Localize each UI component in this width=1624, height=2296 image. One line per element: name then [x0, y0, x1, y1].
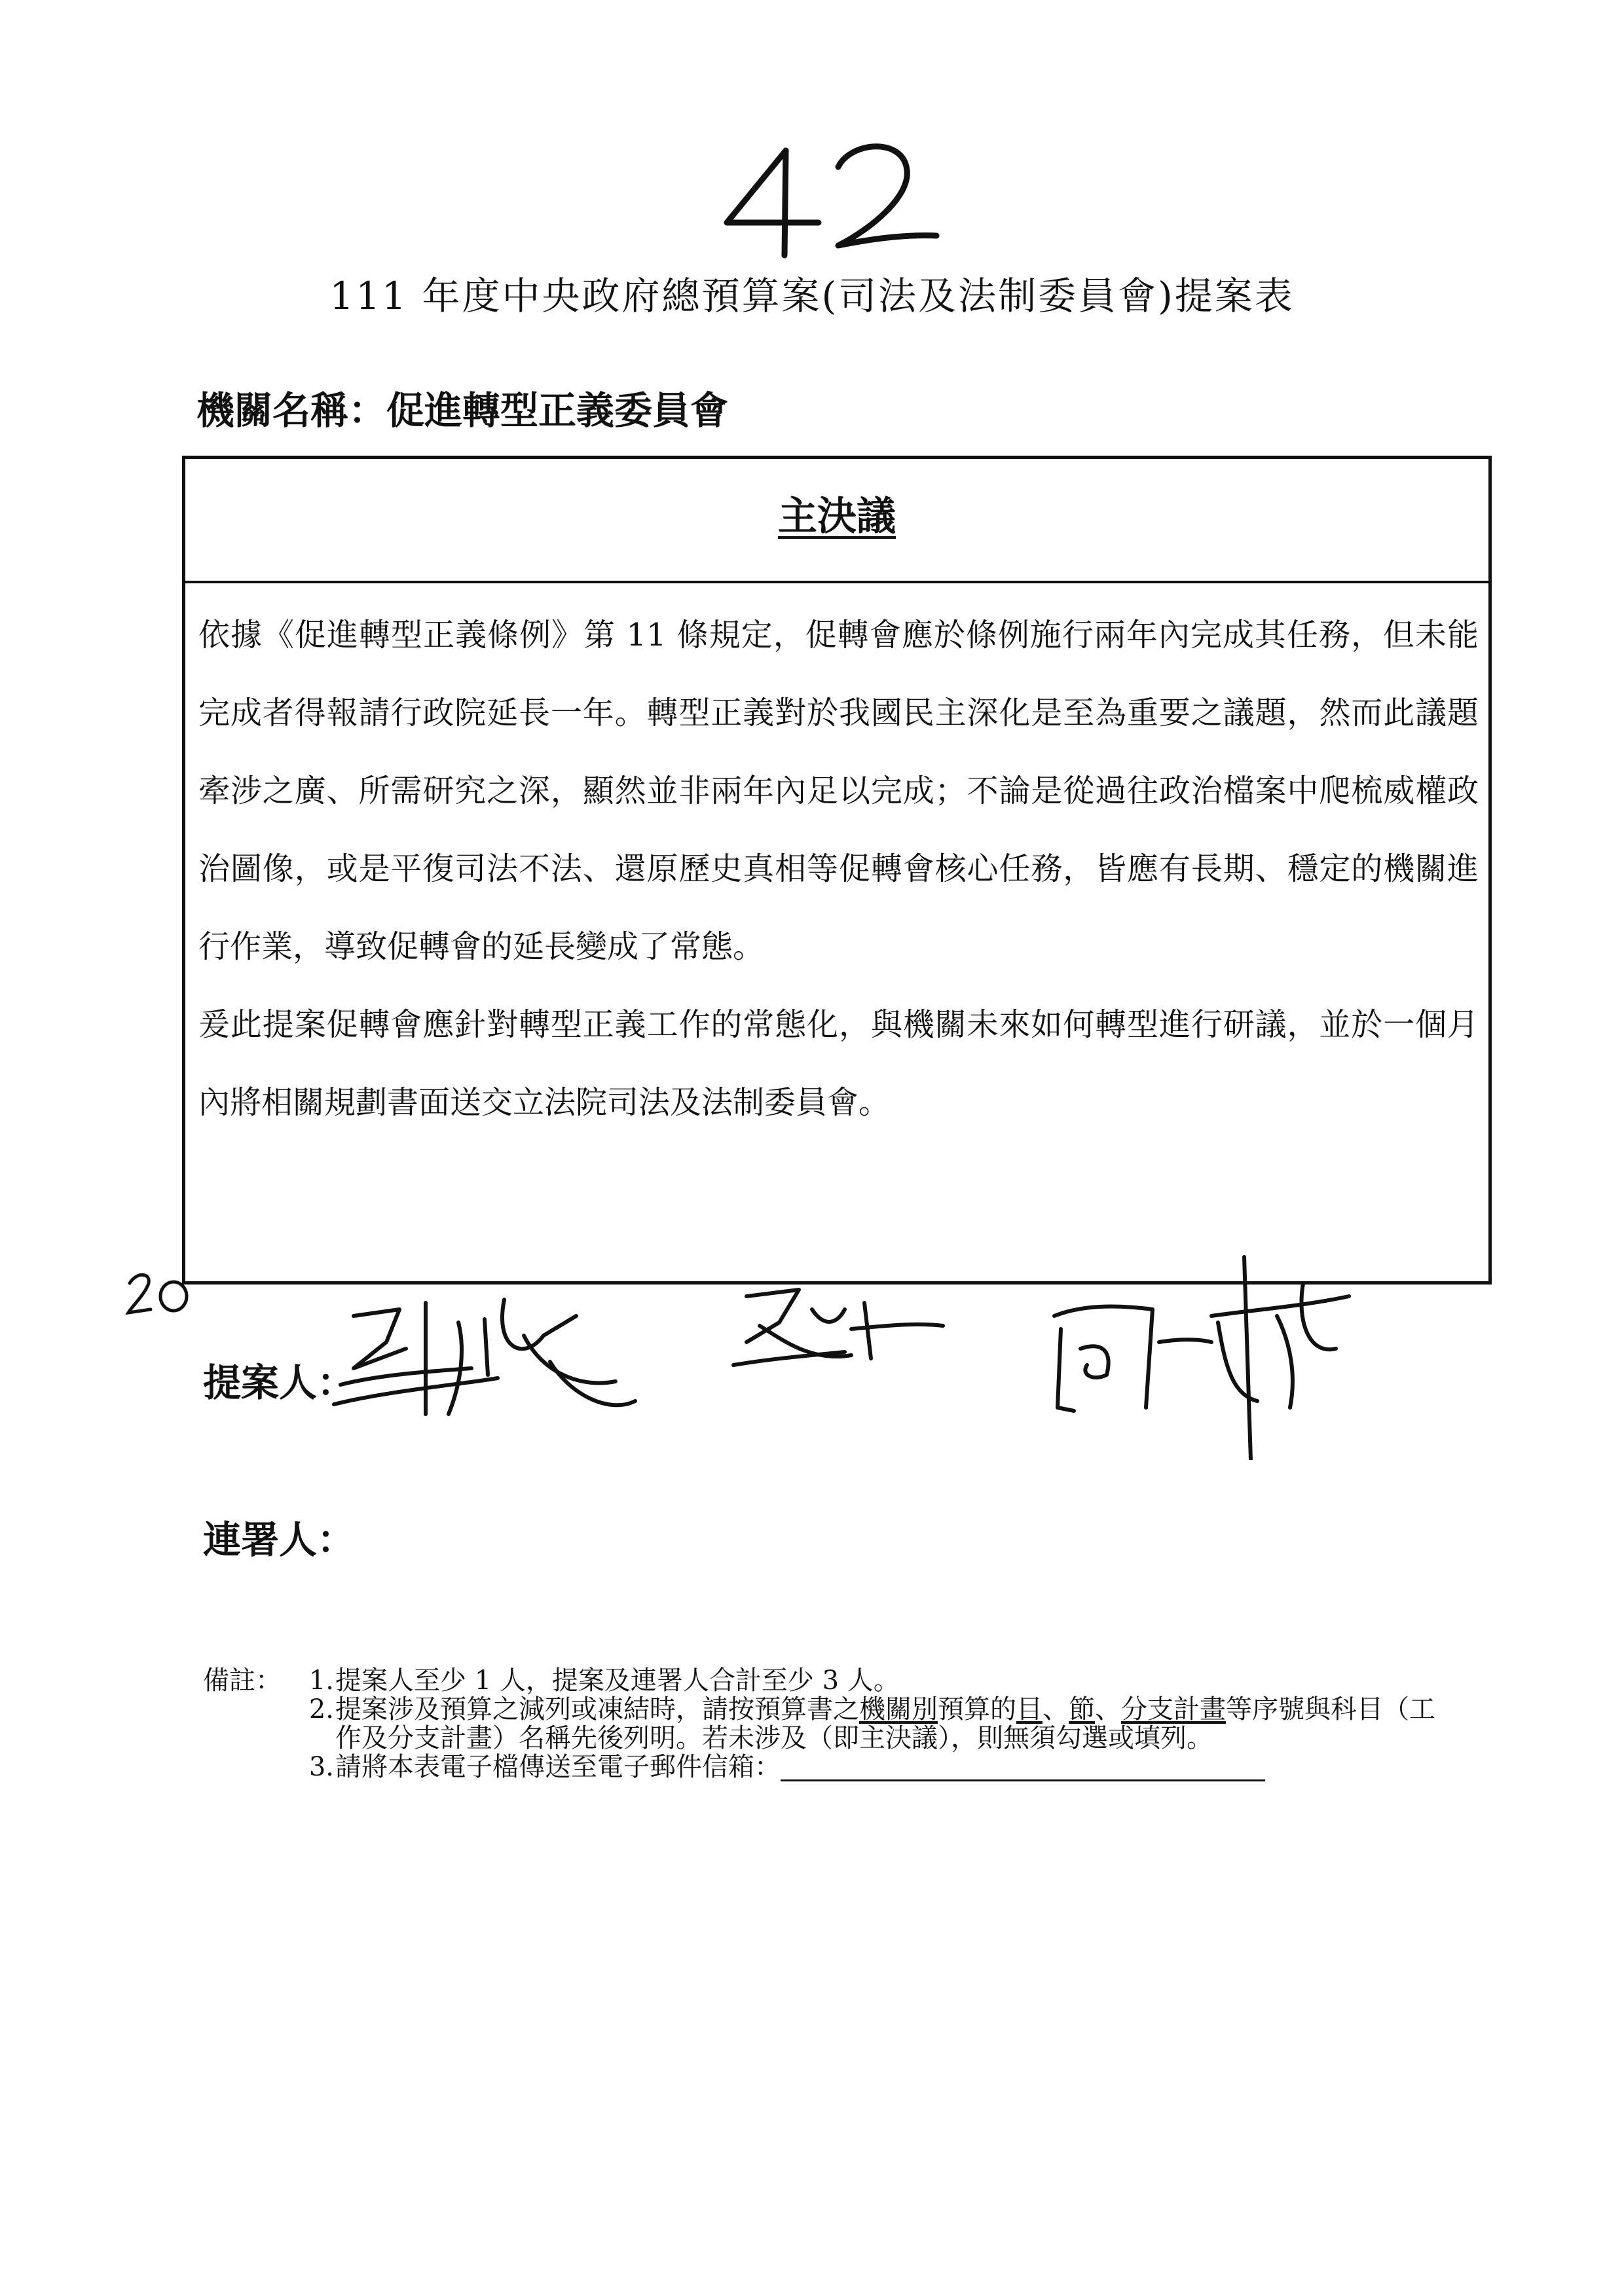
resolution-paragraph: 爰此提案促轉會應針對轉型正義工作的常態化，與機關未來如何轉型進行研議，並於一個月內將相關規劃書面送交立法院司法及法制委員會。	[198, 1006, 1479, 1121]
note-number: 3.	[308, 1752, 334, 1782]
proposer-label: 提案人：	[203, 1360, 356, 1405]
notes-label: 備註：	[203, 1666, 282, 1696]
note-text: 提案人至少 1 人，提案及連署人合計至少 3 人。	[335, 1666, 900, 1696]
notes-section	[203, 1666, 1447, 1781]
note-item	[203, 1695, 1447, 1753]
resolution-type-label: 主決議	[778, 494, 896, 539]
document-title: 111 年度中央政府總預算案(司法及法制委員會)提案表	[329, 274, 1295, 318]
note-text: 請將本表電子檔傳送至電子郵件信箱：	[335, 1753, 1447, 1781]
agency-name: 促進轉型正義委員會	[386, 388, 729, 433]
note-text: 提案涉及預算之減列或凍結時，請按預算書之機關別預算的目、節、分支計畫等序號與科目（工作及分支計畫）名稱先後列明。若未涉及（即主決議），則無須勾選或填列。	[335, 1694, 1435, 1753]
note-item	[203, 1753, 1447, 1781]
email-blank-line	[781, 1756, 1265, 1781]
agency-line	[196, 380, 728, 435]
note-number: 2.	[308, 1694, 334, 1724]
resolution-box-header	[185, 459, 1488, 583]
resolution-paragraph: 依據《促進轉型正義條例》第 11 條規定，促轉會應於條例施行兩年內完成其任務，但未能完成者得報請行政院延長一年。轉型正義對於我國民主深化是至為重要之議題，然而此議題牽涉之廣、所需研究之深，顯然並非兩年內足以完成；不論是從過往政治檔案中爬梳威權政治圖像，或是平復司法不法、還原歷史真相等促轉會核心任務，皆應有長期、穩定的機關進行作業，導致促轉會的延長變成了常態。	[198, 617, 1479, 965]
agency-label: 機關名稱：	[196, 388, 387, 433]
cosigner-label: 連署人：	[203, 1518, 356, 1562]
note-number: 1.	[308, 1666, 334, 1696]
proposer-signatures	[327, 1244, 1408, 1460]
handwritten-page-number	[707, 131, 943, 262]
underlined-term: 機關別	[859, 1694, 938, 1724]
underlined-term: 節	[1069, 1694, 1095, 1724]
handwritten-margin-mark	[124, 1267, 196, 1319]
underlined-term: 目	[1016, 1694, 1043, 1724]
underlined-term: 分支計畫	[1121, 1694, 1226, 1724]
note-item	[203, 1666, 1447, 1695]
resolution-text	[198, 596, 1479, 1142]
resolution-box	[182, 456, 1492, 1285]
